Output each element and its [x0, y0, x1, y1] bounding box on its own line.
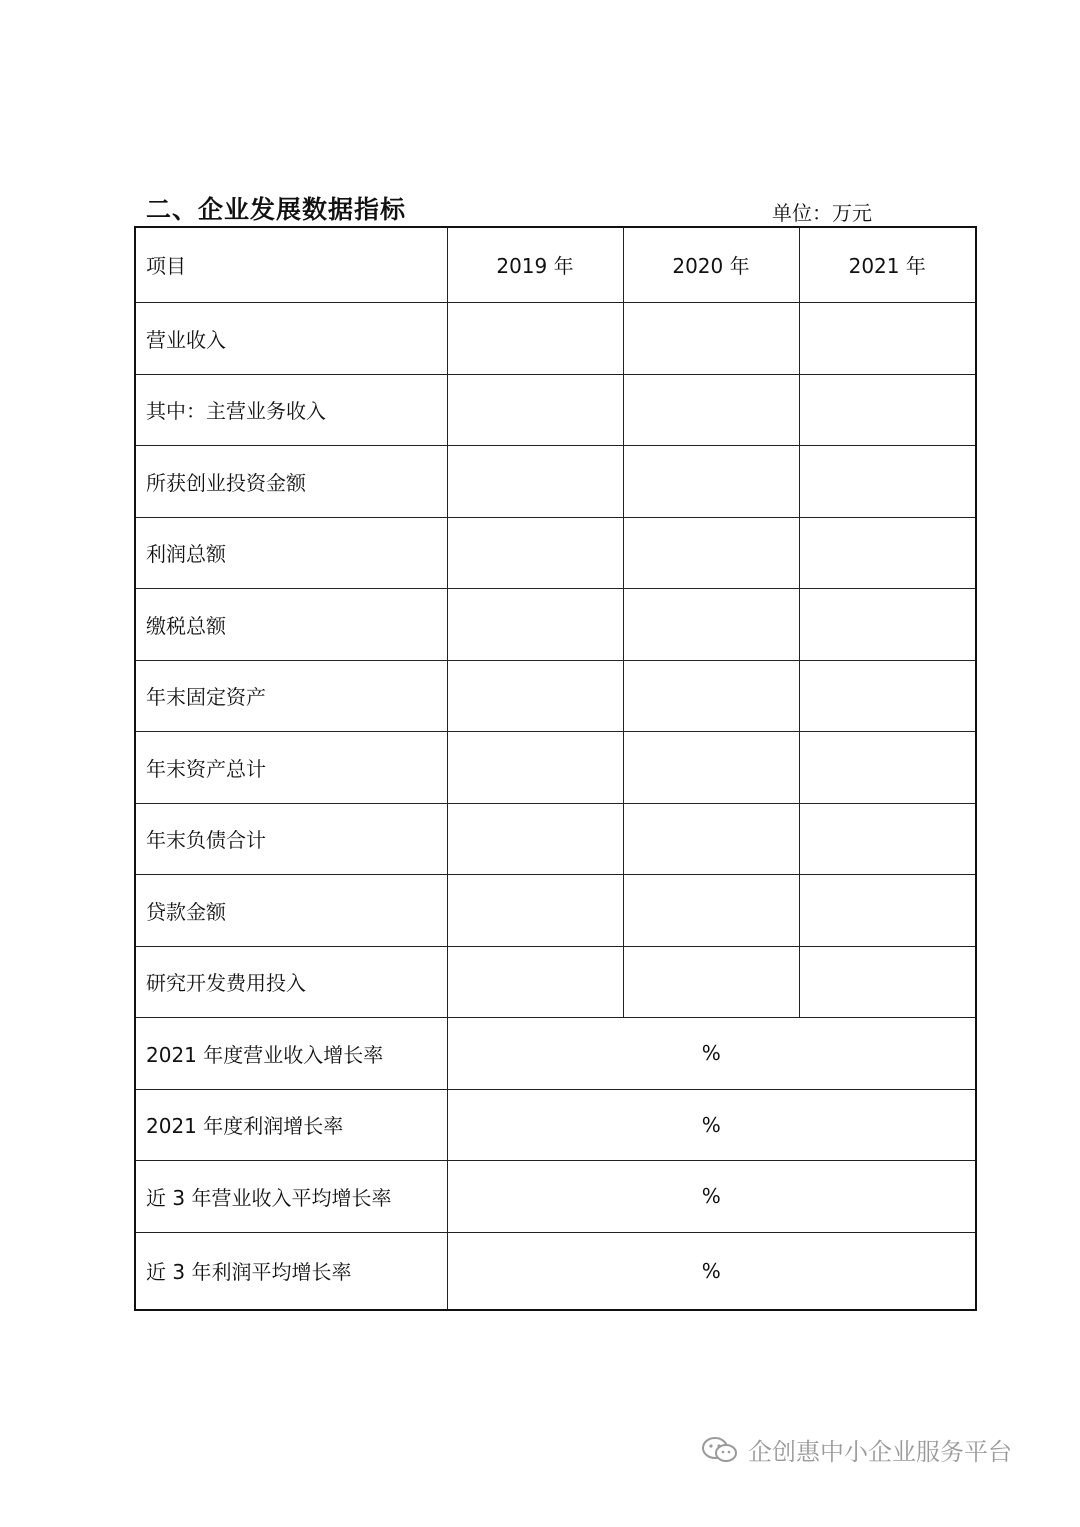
value-cell[interactable]: [447, 374, 623, 445]
rate-label: 2021 年度营业收入增长率: [135, 1017, 447, 1089]
value-cell[interactable]: [447, 445, 623, 517]
table-row: [135, 946, 976, 1017]
rate-value[interactable]: %: [447, 1089, 976, 1160]
rate-label: 近 3 年营业收入平均增长率: [135, 1160, 447, 1232]
rate-row: [135, 1160, 976, 1232]
rate-row: [135, 1089, 976, 1160]
header-year-2019: 2019 年: [447, 227, 623, 302]
value-cell[interactable]: [447, 302, 623, 374]
watermark-text: 企创惠中小企业服务平台: [748, 1438, 1012, 1466]
value-cell[interactable]: [447, 517, 623, 588]
value-cell[interactable]: [799, 874, 976, 946]
value-cell[interactable]: [623, 517, 799, 588]
rate-value[interactable]: %: [447, 1232, 976, 1310]
value-cell[interactable]: [447, 946, 623, 1017]
value-cell[interactable]: [799, 803, 976, 874]
page-title: 二、企业发展数据指标: [146, 195, 407, 224]
row-label: 营业收入: [135, 302, 447, 374]
value-cell[interactable]: [799, 946, 976, 1017]
rate-value[interactable]: %: [447, 1160, 976, 1232]
value-cell[interactable]: [447, 803, 623, 874]
row-label: 贷款金额: [135, 874, 447, 946]
header-year-2021: 2021 年: [799, 227, 976, 302]
table-row: [135, 445, 976, 517]
value-cell[interactable]: [623, 302, 799, 374]
rate-value[interactable]: %: [447, 1017, 976, 1089]
table-header-row: [135, 227, 976, 302]
table-row: [135, 517, 976, 588]
value-cell[interactable]: [799, 374, 976, 445]
value-cell[interactable]: [447, 731, 623, 803]
wechat-icon: [700, 1435, 740, 1465]
value-cell[interactable]: [799, 731, 976, 803]
value-cell[interactable]: [799, 660, 976, 731]
rate-row: [135, 1017, 976, 1089]
value-cell[interactable]: [447, 874, 623, 946]
watermark: [700, 1432, 1012, 1467]
value-cell[interactable]: [447, 588, 623, 660]
table-row: [135, 660, 976, 731]
data-indicator-table: [134, 226, 977, 1311]
value-cell[interactable]: [623, 588, 799, 660]
table-row: [135, 588, 976, 660]
value-cell[interactable]: [799, 445, 976, 517]
value-cell[interactable]: [623, 660, 799, 731]
row-label: 缴税总额: [135, 588, 447, 660]
unit-label: 单位：万元: [772, 201, 872, 225]
table-row: [135, 731, 976, 803]
value-cell[interactable]: [623, 803, 799, 874]
rate-row: [135, 1232, 976, 1310]
table-row: [135, 374, 976, 445]
value-cell[interactable]: [623, 374, 799, 445]
row-label: 研究开发费用投入: [135, 946, 447, 1017]
table-row: [135, 302, 976, 374]
table-row: [135, 874, 976, 946]
row-label: 所获创业投资金额: [135, 445, 447, 517]
row-label: 年末固定资产: [135, 660, 447, 731]
table-row: [135, 803, 976, 874]
value-cell[interactable]: [447, 660, 623, 731]
rate-label: 2021 年度利润增长率: [135, 1089, 447, 1160]
value-cell[interactable]: [799, 588, 976, 660]
header-item: 项目: [135, 227, 447, 302]
rate-label: 近 3 年利润平均增长率: [135, 1232, 447, 1310]
row-label: 其中：主营业务收入: [135, 374, 447, 445]
value-cell[interactable]: [623, 946, 799, 1017]
value-cell[interactable]: [623, 445, 799, 517]
row-label: 年末负债合计: [135, 803, 447, 874]
header-year-2020: 2020 年: [623, 227, 799, 302]
value-cell[interactable]: [623, 874, 799, 946]
row-label: 利润总额: [135, 517, 447, 588]
row-label: 年末资产总计: [135, 731, 447, 803]
value-cell[interactable]: [799, 302, 976, 374]
value-cell[interactable]: [799, 517, 976, 588]
value-cell[interactable]: [623, 731, 799, 803]
